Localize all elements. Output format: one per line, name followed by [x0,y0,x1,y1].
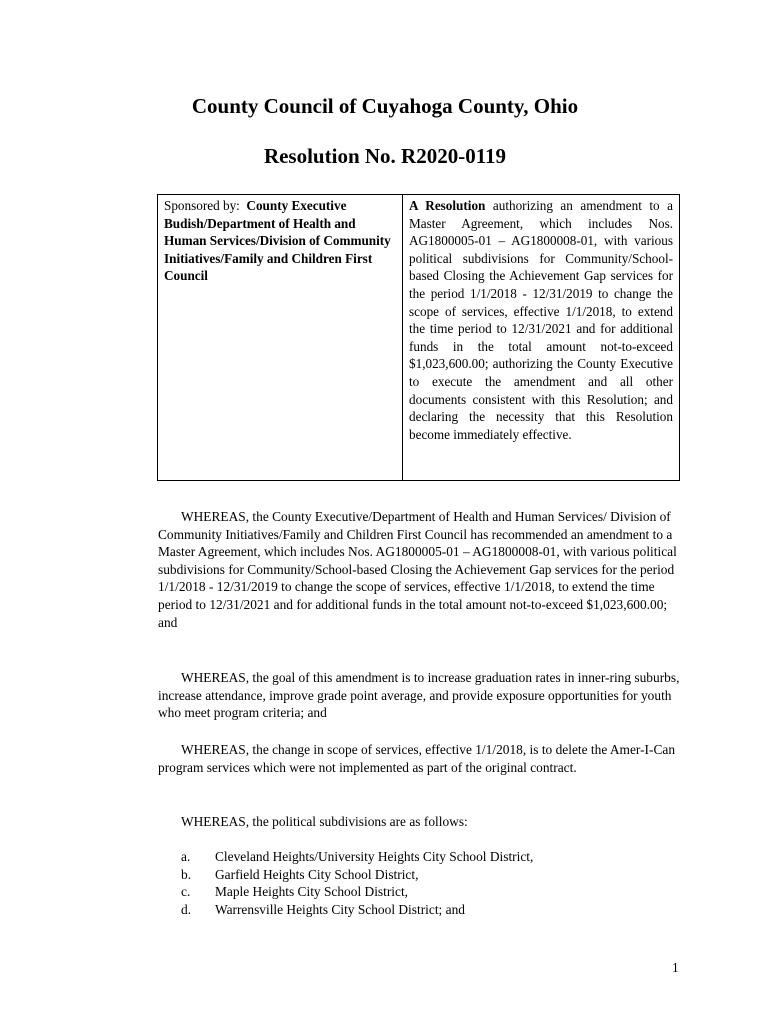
whereas-paragraph-4 [158,813,680,831]
sponsor-cell [158,195,403,481]
whereas-paragraph-1-text: WHEREAS, the County Executive/Department of Health and Human Services/ Division of Community Initiatives/Family and Children First Council has recommended an amendment to a Master Agreement, which includes Nos. AG1800005-01 – AG1800008-01, with various political subdivisions for Community/School-based Closing the Achievement Gap services for the period 1/1/2018 - 12/31/2019 to change the scope of services, effective 1/1/2018, to extend the time period to 12/31/2021 and for additional funds in the total amount not-to-exceed $1,023,600.00; and [158,509,677,630]
whereas-paragraph-2 [158,669,680,722]
list-item [181,901,533,919]
whereas-paragraph-4-text: WHEREAS, the political subdivisions are as follows: [181,814,468,829]
list-item-text: Maple Heights City School District, [215,884,409,900]
sponsor-label: Sponsored by: [164,198,240,213]
whereas-paragraph-3 [158,741,680,776]
page-number: 1 [672,960,679,975]
council-title: County Council of Cuyahoga County, Ohio [191,94,579,118]
list-item-text: Cleveland Heights/University Heights City School District, [215,849,534,864]
list-item [181,866,533,884]
resolution-number: Resolution No. R2020-0119 [263,144,507,168]
resolution-summary: authorizing an amendment to a Master Agreement, which includes Nos. AG1800005-01 – AG1800008-01, with various political subdivisions for Community/School-based Closing the Achievement Gap services for the period 1/1/2018 - 12/31/2019 to change the scope of services, effective 1/1/2018, to extend the time period to 12/31/2021 and for additional funds in the total amount not-to-exceed $1,023,600.00; authorizing the County Executive to execute the amendment and all other documents consistent with this Resolution; and declaring the necessity that this Resolution become immediately effective. [409,198,673,442]
list-item-text: Garfield Heights City School District, [215,866,419,882]
list-marker: c. [181,884,191,900]
list-marker: b. [181,866,192,882]
whereas-paragraph-1 [158,508,680,631]
list-marker: a. [181,849,191,864]
sponsor-table [157,194,680,481]
list-item [181,883,533,901]
list-item [181,848,533,866]
subdivision-list [181,848,533,918]
resolution-label: A Resolution [409,198,486,213]
resolution-summary-cell [403,195,680,481]
list-marker: d. [181,901,192,917]
list-item-text: Warrensville Heights City School District; and [215,901,465,917]
whereas-paragraph-3-text: WHEREAS, the change in scope of services, effective 1/1/2018, is to delete the Amer-I-Can program services which were not implemented as part of the original contract. [158,742,676,775]
whereas-paragraph-2-text: WHEREAS, the goal of this amendment is to increase graduation rates in inner-ring suburbs, increase attendance, improve grade point average, and provide exposure opportunities for youth who meet program criteria; and [158,670,680,721]
sponsor-names: County Executive Budish/Department of Health and Human Services/Division of Community Initiatives/Family and Children First Council [164,198,391,284]
